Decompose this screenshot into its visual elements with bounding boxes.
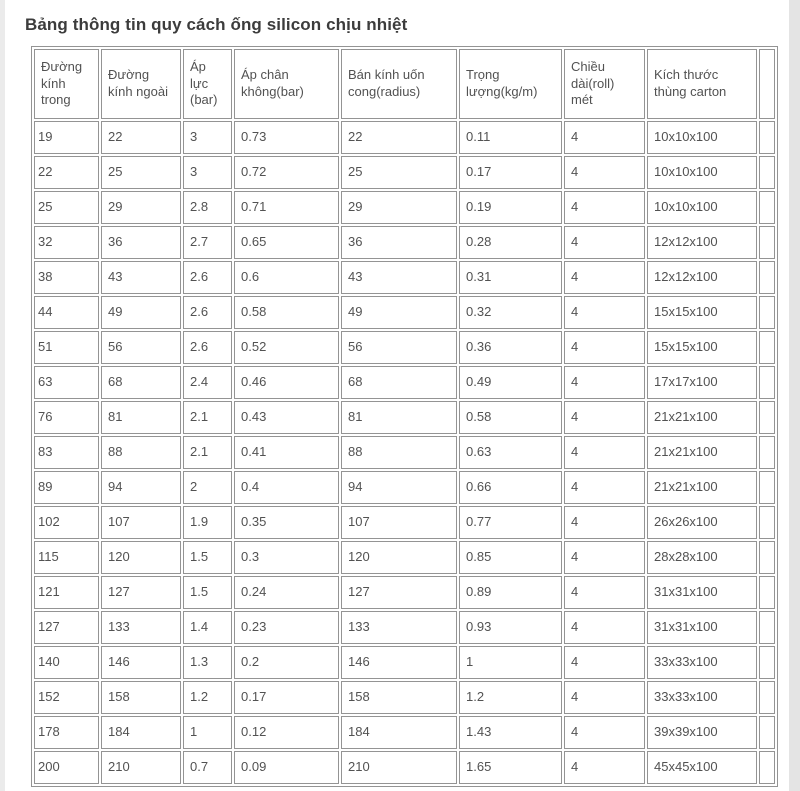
table-cell: 4 [564,156,645,189]
table-cell [759,331,775,364]
table-cell: 184 [101,716,181,749]
table-cell: 22 [101,121,181,154]
table-cell [759,261,775,294]
table-row [34,261,775,294]
table-cell: 158 [101,681,181,714]
table-cell: 10x10x100 [647,191,757,224]
table-cell: 0.28 [459,226,562,259]
table-cell: 43 [101,261,181,294]
table-cell: 88 [341,436,457,469]
table-cell [759,121,775,154]
table-cell: 25 [101,156,181,189]
table-cell: 89 [34,471,99,504]
table-row [34,716,775,749]
table-cell: 0.58 [234,296,339,329]
table-cell: 4 [564,471,645,504]
table-cell: 0.35 [234,506,339,539]
table-cell: 4 [564,751,645,784]
table-cell: 4 [564,366,645,399]
table-cell [759,156,775,189]
table-row [34,191,775,224]
table-cell: 36 [101,226,181,259]
table-cell: 0.43 [234,401,339,434]
table-cell: 56 [101,331,181,364]
page-title: Bảng thông tin quy cách ống silicon chịu nhiệt [25,15,408,34]
spec-table-body [34,121,775,784]
table-cell: 107 [101,506,181,539]
column-header: Đường kính trong [34,49,99,119]
table-row [34,401,775,434]
table-cell [759,541,775,574]
table-row [34,681,775,714]
table-cell: 88 [101,436,181,469]
column-header: Kích thước thùng carton [647,49,757,119]
table-row [34,296,775,329]
table-cell: 0.63 [459,436,562,469]
table-cell: 140 [34,646,99,679]
table-cell: 178 [34,716,99,749]
table-cell: 26x26x100 [647,506,757,539]
table-cell: 0.41 [234,436,339,469]
table-row [34,541,775,574]
table-cell: 4 [564,226,645,259]
table-cell: 10x10x100 [647,121,757,154]
table-cell: 120 [101,541,181,574]
table-cell: 33x33x100 [647,646,757,679]
table-cell: 32 [34,226,99,259]
table-cell: 1.5 [183,576,232,609]
table-cell: 0.66 [459,471,562,504]
table-cell: 0.58 [459,401,562,434]
table-cell: 200 [34,751,99,784]
table-cell: 0.23 [234,611,339,644]
table-cell: 2.1 [183,436,232,469]
table-cell: 3 [183,121,232,154]
table-cell: 81 [341,401,457,434]
table-cell: 0.09 [234,751,339,784]
table-cell [759,716,775,749]
table-cell: 1.2 [459,681,562,714]
table-cell: 4 [564,681,645,714]
column-header: Bán kính uốn cong(radius) [341,49,457,119]
table-cell: 0.71 [234,191,339,224]
table-cell: 120 [341,541,457,574]
table-cell: 2.8 [183,191,232,224]
table-cell: 0.2 [234,646,339,679]
header-row [34,49,775,119]
table-cell: 94 [101,471,181,504]
table-cell: 4 [564,121,645,154]
table-cell: 133 [101,611,181,644]
table-cell: 2.6 [183,331,232,364]
table-cell: 1.65 [459,751,562,784]
table-cell: 3 [183,156,232,189]
table-cell: 4 [564,716,645,749]
page-edge-right [789,0,800,791]
table-cell: 38 [34,261,99,294]
table-cell: 0.31 [459,261,562,294]
table-cell: 4 [564,401,645,434]
table-cell: 4 [564,646,645,679]
table-row [34,436,775,469]
table-cell: 21x21x100 [647,471,757,504]
table-cell: 4 [564,331,645,364]
table-cell [759,436,775,469]
table-cell: 49 [341,296,457,329]
table-cell: 0.6 [234,261,339,294]
table-cell: 0.3 [234,541,339,574]
table-cell: 0.85 [459,541,562,574]
table-cell: 4 [564,576,645,609]
table-cell: 39x39x100 [647,716,757,749]
table-cell [759,191,775,224]
table-cell: 12x12x100 [647,261,757,294]
table-cell: 25 [34,191,99,224]
table-row [34,121,775,154]
table-cell: 2.6 [183,261,232,294]
table-cell: 15x15x100 [647,331,757,364]
table-cell: 146 [341,646,457,679]
table-cell: 133 [341,611,457,644]
table-cell: 68 [341,366,457,399]
table-cell: 12x12x100 [647,226,757,259]
table-cell: 4 [564,541,645,574]
table-cell [759,681,775,714]
table-cell: 1.3 [183,646,232,679]
table-row [34,751,775,784]
table-cell: 121 [34,576,99,609]
column-header: Trọng lượng(kg/m) [459,49,562,119]
table-cell: 10x10x100 [647,156,757,189]
table-cell: 76 [34,401,99,434]
table-row [34,471,775,504]
table-cell [759,611,775,644]
table-cell: 184 [341,716,457,749]
spec-table [31,46,778,787]
table-cell [759,401,775,434]
column-header [759,49,775,119]
table-cell: 107 [341,506,457,539]
table-cell: 0.49 [459,366,562,399]
table-cell: 68 [101,366,181,399]
table-cell: 1 [183,716,232,749]
table-cell: 0.77 [459,506,562,539]
table-cell: 102 [34,506,99,539]
table-cell: 1.2 [183,681,232,714]
table-cell: 1 [459,646,562,679]
table-cell: 28x28x100 [647,541,757,574]
table-row [34,366,775,399]
table-cell: 56 [341,331,457,364]
table-cell: 22 [341,121,457,154]
table-cell: 29 [101,191,181,224]
table-cell: 0.46 [234,366,339,399]
table-cell: 4 [564,296,645,329]
table-cell: 2.1 [183,401,232,434]
table-cell: 21x21x100 [647,436,757,469]
table-cell: 0.17 [459,156,562,189]
table-cell: 0.52 [234,331,339,364]
table-cell: 2.6 [183,296,232,329]
page-edge-left [0,0,5,791]
column-header: Đường kính ngoài [101,49,181,119]
table-cell: 210 [341,751,457,784]
table-cell: 17x17x100 [647,366,757,399]
table-cell [759,646,775,679]
table-cell: 0.65 [234,226,339,259]
column-header: Chiều dài(roll) mét [564,49,645,119]
table-cell: 0.24 [234,576,339,609]
table-cell: 2.7 [183,226,232,259]
table-cell: 0.19 [459,191,562,224]
table-row [34,506,775,539]
spec-table-header [34,49,775,119]
table-cell: 0.36 [459,331,562,364]
table-cell: 19 [34,121,99,154]
table-cell: 1.4 [183,611,232,644]
table-cell: 22 [34,156,99,189]
table-cell: 33x33x100 [647,681,757,714]
table-cell: 2.4 [183,366,232,399]
table-cell: 0.12 [234,716,339,749]
table-cell: 127 [341,576,457,609]
column-header: Áp chân không(bar) [234,49,339,119]
table-cell: 146 [101,646,181,679]
table-cell: 1.5 [183,541,232,574]
column-header: Áp lực (bar) [183,49,232,119]
table-cell: 0.72 [234,156,339,189]
table-cell: 0.93 [459,611,562,644]
table-cell: 15x15x100 [647,296,757,329]
table-cell [759,506,775,539]
table-cell: 29 [341,191,457,224]
table-cell: 0.11 [459,121,562,154]
table-row [34,646,775,679]
table-cell: 63 [34,366,99,399]
table-cell: 0.73 [234,121,339,154]
table-cell: 21x21x100 [647,401,757,434]
table-cell: 115 [34,541,99,574]
table-cell: 25 [341,156,457,189]
table-cell: 31x31x100 [647,611,757,644]
table-cell: 4 [564,261,645,294]
table-cell [759,471,775,504]
table-cell: 0.4 [234,471,339,504]
table-cell: 0.32 [459,296,562,329]
table-cell: 44 [34,296,99,329]
table-cell: 152 [34,681,99,714]
table-row [34,156,775,189]
table-cell [759,366,775,399]
table-cell: 2 [183,471,232,504]
table-cell: 43 [341,261,457,294]
table-row [34,576,775,609]
table-cell: 0.17 [234,681,339,714]
table-cell: 4 [564,436,645,469]
table-cell: 31x31x100 [647,576,757,609]
content-area [25,0,785,787]
table-cell: 210 [101,751,181,784]
table-cell: 1.9 [183,506,232,539]
table-cell: 127 [101,576,181,609]
table-cell: 0.7 [183,751,232,784]
table-cell: 4 [564,506,645,539]
table-cell: 127 [34,611,99,644]
table-cell: 158 [341,681,457,714]
table-row [34,611,775,644]
table-cell: 81 [101,401,181,434]
table-cell [759,751,775,784]
table-cell: 51 [34,331,99,364]
table-cell [759,226,775,259]
table-cell: 4 [564,611,645,644]
table-cell: 4 [564,191,645,224]
table-cell: 1.43 [459,716,562,749]
table-row [34,331,775,364]
table-cell: 83 [34,436,99,469]
table-row [34,226,775,259]
table-cell: 49 [101,296,181,329]
table-cell: 0.89 [459,576,562,609]
table-cell: 45x45x100 [647,751,757,784]
table-cell: 36 [341,226,457,259]
table-cell [759,576,775,609]
table-cell [759,296,775,329]
table-cell: 94 [341,471,457,504]
